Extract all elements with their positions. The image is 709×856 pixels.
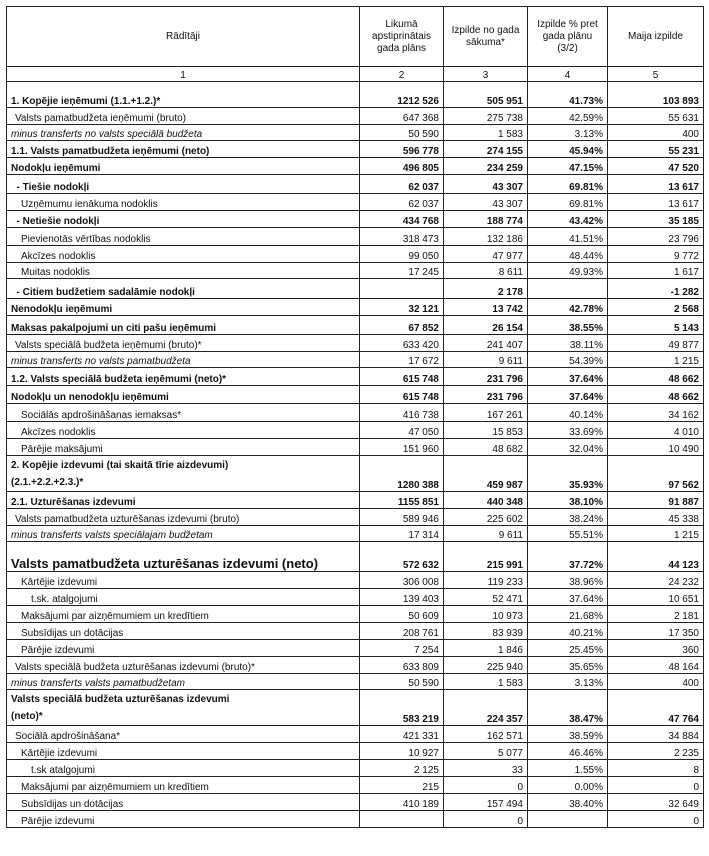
may-value: 1 617 bbox=[608, 263, 704, 279]
plan-value: 208 761 bbox=[360, 623, 444, 640]
pct-value: 55.51% bbox=[528, 526, 608, 542]
plan-value: 17 245 bbox=[360, 263, 444, 279]
row-label-text: Valsts pamatbudžeta uzturēšanas izdevumi (neto) bbox=[11, 556, 319, 571]
header-may: Maija izpilde bbox=[608, 7, 704, 67]
row-label-text: Maksas pakalpojumi un citi pašu ieņēmumi bbox=[11, 323, 217, 334]
table-row bbox=[7, 811, 704, 828]
may-value: 48 662 bbox=[608, 386, 704, 404]
ytd-value: 234 259 bbox=[444, 158, 528, 175]
column-number: 5 bbox=[608, 67, 704, 82]
ytd-value: 5 077 bbox=[444, 743, 528, 760]
table-row bbox=[7, 777, 704, 794]
pct-value: 3.13% bbox=[528, 125, 608, 141]
ytd-value: 275 738 bbox=[444, 108, 528, 125]
may-value: 23 796 bbox=[608, 228, 704, 246]
table-row bbox=[7, 439, 704, 456]
ytd-value: 167 261 bbox=[444, 404, 528, 422]
row-label bbox=[7, 422, 360, 439]
pct-value: 45.94% bbox=[528, 141, 608, 158]
row-label bbox=[7, 335, 360, 352]
may-value: 9 772 bbox=[608, 246, 704, 263]
pct-value: 33.69% bbox=[528, 422, 608, 439]
table-row bbox=[7, 572, 704, 589]
ytd-value: 26 154 bbox=[444, 316, 528, 335]
column-number: 1 bbox=[7, 67, 360, 82]
ytd-value: 1 846 bbox=[444, 640, 528, 657]
row-label-text: - Tiešie nodokļi bbox=[11, 182, 90, 193]
may-value: 360 bbox=[608, 640, 704, 657]
row-label-text: 2.1. Uzturēšanas izdevumi bbox=[11, 497, 136, 508]
row-label bbox=[7, 811, 360, 828]
row-label-text: minus transferts no valsts speciālā budžeta bbox=[11, 129, 203, 140]
row-label bbox=[7, 777, 360, 794]
table-row bbox=[7, 125, 704, 141]
row-label bbox=[7, 572, 360, 589]
row-label-line: Valsts speciālā budžeta uzturēšanas izdevumi bbox=[11, 694, 230, 705]
pct-value: 35.65% bbox=[528, 657, 608, 674]
table-row bbox=[7, 228, 704, 246]
may-value: 0 bbox=[608, 777, 704, 794]
may-value: 55 231 bbox=[608, 141, 704, 158]
row-label-text: Sociālā apdrošināšana* bbox=[15, 731, 121, 742]
may-value: 2 235 bbox=[608, 743, 704, 760]
plan-value: 434 768 bbox=[360, 211, 444, 228]
may-value: 400 bbox=[608, 674, 704, 690]
pct-value: 38.10% bbox=[528, 492, 608, 509]
plan-value: 2 125 bbox=[360, 760, 444, 777]
header-ytd: Izpilde no gada sākuma* bbox=[444, 7, 528, 67]
table-row bbox=[7, 158, 704, 175]
ytd-value: 119 233 bbox=[444, 572, 528, 589]
row-label-text: t.sk. atalgojumi bbox=[31, 594, 98, 605]
row-label-text: Maksājumi par aizņēmumiem un kredītiem bbox=[21, 611, 209, 622]
table-row bbox=[7, 526, 704, 542]
table-row bbox=[7, 760, 704, 777]
may-value: 34 162 bbox=[608, 404, 704, 422]
row-label-text: Pārējie izdevumi bbox=[21, 645, 95, 656]
ytd-value: 440 348 bbox=[444, 492, 528, 509]
row-label bbox=[7, 211, 360, 228]
pct-value: 48.44% bbox=[528, 246, 608, 263]
table-row bbox=[7, 386, 704, 404]
row-label-line: (2.1.+2.2.+2.3.)* bbox=[11, 477, 84, 488]
plan-value: 583 219 bbox=[360, 690, 444, 726]
plan-value: 572 632 bbox=[360, 542, 444, 572]
ytd-value: 225 602 bbox=[444, 509, 528, 526]
plan-value: 1155 851 bbox=[360, 492, 444, 509]
pct-value: 40.21% bbox=[528, 623, 608, 640]
ytd-value: 9 611 bbox=[444, 526, 528, 542]
may-value: 2 181 bbox=[608, 606, 704, 623]
pct-value bbox=[528, 811, 608, 828]
may-value: 49 877 bbox=[608, 335, 704, 352]
pct-value: 37.64% bbox=[528, 589, 608, 606]
row-label bbox=[7, 542, 360, 572]
plan-value: 17 672 bbox=[360, 352, 444, 368]
plan-value: 416 738 bbox=[360, 404, 444, 422]
pct-value: 42.59% bbox=[528, 108, 608, 125]
table-row bbox=[7, 279, 704, 299]
may-value: 10 490 bbox=[608, 439, 704, 456]
may-value: 13 617 bbox=[608, 194, 704, 211]
plan-value: 17 314 bbox=[360, 526, 444, 542]
row-label bbox=[7, 316, 360, 335]
row-label bbox=[7, 279, 360, 299]
plan-value bbox=[360, 279, 444, 299]
may-value: 1 215 bbox=[608, 526, 704, 542]
ytd-value: 231 796 bbox=[444, 368, 528, 386]
pct-value: 40.14% bbox=[528, 404, 608, 422]
ytd-value: 48 682 bbox=[444, 439, 528, 456]
pct-value: 42.78% bbox=[528, 299, 608, 316]
header-indicator: Rādītāji bbox=[7, 7, 360, 67]
pct-value: 38.59% bbox=[528, 726, 608, 743]
pct-value: 37.64% bbox=[528, 386, 608, 404]
table-row bbox=[7, 657, 704, 674]
row-label bbox=[7, 228, 360, 246]
pct-value: 41.73% bbox=[528, 82, 608, 108]
plan-value: 633 420 bbox=[360, 335, 444, 352]
row-label-text: Nenodokļu ieņēmumi bbox=[11, 304, 113, 315]
plan-value: 50 590 bbox=[360, 674, 444, 690]
may-value: 400 bbox=[608, 125, 704, 141]
may-value: 48 662 bbox=[608, 368, 704, 386]
row-label bbox=[7, 141, 360, 158]
row-label-text: Valsts pamatbudžeta uzturēšanas izdevumi (bruto) bbox=[15, 514, 240, 525]
may-value: 2 568 bbox=[608, 299, 704, 316]
row-label-text: Muitas nodoklis bbox=[21, 267, 90, 278]
row-label bbox=[7, 526, 360, 542]
may-value: 10 651 bbox=[608, 589, 704, 606]
row-label bbox=[7, 589, 360, 606]
plan-value: 215 bbox=[360, 777, 444, 794]
may-value: 0 bbox=[608, 811, 704, 828]
table-row bbox=[7, 422, 704, 439]
budget-table bbox=[6, 6, 704, 828]
row-label-text: Valsts speciālā budžeta ieņēmumi (bruto)* bbox=[15, 340, 202, 351]
plan-value: 32 121 bbox=[360, 299, 444, 316]
pct-value: 38.24% bbox=[528, 509, 608, 526]
ytd-value: 0 bbox=[444, 777, 528, 794]
table-row bbox=[7, 352, 704, 368]
ytd-value: 9 611 bbox=[444, 352, 528, 368]
row-label bbox=[7, 352, 360, 368]
may-value: 8 bbox=[608, 760, 704, 777]
plan-value: 1280 388 bbox=[360, 456, 444, 492]
plan-value: 306 008 bbox=[360, 572, 444, 589]
table-row bbox=[7, 690, 704, 726]
plan-value: 67 852 bbox=[360, 316, 444, 335]
row-label-text: - Netiešie nodokļi bbox=[11, 216, 100, 227]
ytd-value: 157 494 bbox=[444, 794, 528, 811]
row-label bbox=[7, 108, 360, 125]
plan-value: 647 368 bbox=[360, 108, 444, 125]
ytd-value: 0 bbox=[444, 811, 528, 828]
may-value: 24 232 bbox=[608, 572, 704, 589]
ytd-value: 2 178 bbox=[444, 279, 528, 299]
may-value: 17 350 bbox=[608, 623, 704, 640]
plan-value bbox=[360, 811, 444, 828]
ytd-value: 215 991 bbox=[444, 542, 528, 572]
row-label bbox=[7, 263, 360, 279]
pct-value: 35.93% bbox=[528, 456, 608, 492]
column-number-row bbox=[7, 67, 704, 82]
row-label-text: Pārējie maksājumi bbox=[21, 444, 103, 455]
ytd-value: 43 307 bbox=[444, 175, 528, 194]
row-label-text: Akcīzes nodoklis bbox=[21, 427, 96, 438]
row-label bbox=[7, 760, 360, 777]
ytd-value: 274 155 bbox=[444, 141, 528, 158]
plan-value: 7 254 bbox=[360, 640, 444, 657]
table-row bbox=[7, 82, 704, 108]
row-label-text: minus transferts valsts speciālajam budžetam bbox=[11, 530, 213, 541]
pct-value: 1.55% bbox=[528, 760, 608, 777]
ytd-value: 162 571 bbox=[444, 726, 528, 743]
column-number: 4 bbox=[528, 67, 608, 82]
table-row bbox=[7, 674, 704, 690]
row-label-text: Nodokļu ieņēmumi bbox=[11, 163, 101, 174]
plan-value: 596 778 bbox=[360, 141, 444, 158]
row-label bbox=[7, 175, 360, 194]
row-label-text: - Citiem budžetiem sadalāmie nodokļi bbox=[11, 287, 195, 298]
plan-value: 50 609 bbox=[360, 606, 444, 623]
table-row bbox=[7, 368, 704, 386]
row-label-text: t.sk atalgojumi bbox=[31, 765, 95, 776]
plan-value: 139 403 bbox=[360, 589, 444, 606]
row-label-text: Subsīdijas un dotācijas bbox=[21, 799, 124, 810]
row-label bbox=[7, 726, 360, 743]
table-row bbox=[7, 299, 704, 316]
row-label bbox=[7, 657, 360, 674]
row-label-text: Subsīdijas un dotācijas bbox=[21, 628, 124, 639]
ytd-value: 83 939 bbox=[444, 623, 528, 640]
row-label bbox=[7, 125, 360, 141]
row-label-text: 1.2. Valsts speciālā budžeta ieņēmumi (neto)* bbox=[11, 374, 227, 385]
table-row bbox=[7, 335, 704, 352]
row-label bbox=[7, 246, 360, 263]
ytd-value: 10 973 bbox=[444, 606, 528, 623]
pct-value: 37.72% bbox=[528, 542, 608, 572]
pct-value: 3.13% bbox=[528, 674, 608, 690]
ytd-value: 8 611 bbox=[444, 263, 528, 279]
table-row bbox=[7, 492, 704, 509]
table-row bbox=[7, 404, 704, 422]
ytd-value: 1 583 bbox=[444, 674, 528, 690]
row-label-text: Maksājumi par aizņēmumiem un kredītiem bbox=[21, 782, 209, 793]
row-label-text: Akcīzes nodoklis bbox=[21, 251, 96, 262]
row-label-text: minus transferts no valsts pamatbudžeta bbox=[11, 356, 191, 367]
ytd-value: 15 853 bbox=[444, 422, 528, 439]
ytd-value: 132 186 bbox=[444, 228, 528, 246]
ytd-value: 13 742 bbox=[444, 299, 528, 316]
pct-value: 38.55% bbox=[528, 316, 608, 335]
may-value: 91 887 bbox=[608, 492, 704, 509]
may-value: 47 764 bbox=[608, 690, 704, 726]
row-label bbox=[7, 299, 360, 316]
table-body bbox=[7, 82, 704, 828]
row-label-text: Sociālās apdrošināšanas iemaksas* bbox=[21, 410, 182, 421]
row-label bbox=[7, 386, 360, 404]
row-label bbox=[7, 794, 360, 811]
table-row bbox=[7, 623, 704, 640]
header-plan: Likumā apstiprinātais gada plāns bbox=[360, 7, 444, 67]
table-row bbox=[7, 211, 704, 228]
may-value: 97 562 bbox=[608, 456, 704, 492]
row-label bbox=[7, 82, 360, 108]
ytd-value: 459 987 bbox=[444, 456, 528, 492]
plan-value: 62 037 bbox=[360, 175, 444, 194]
row-label-line: 2. Kopējie izdevumi (tai skaitā tīrie aizdevumi) bbox=[11, 460, 229, 471]
row-label-text: Pievienotās vērtības nodoklis bbox=[21, 234, 151, 245]
row-label bbox=[7, 743, 360, 760]
row-label bbox=[7, 606, 360, 623]
table-row bbox=[7, 743, 704, 760]
may-value: 34 884 bbox=[608, 726, 704, 743]
row-label-text: minus transferts valsts pamatbudžetam bbox=[11, 678, 185, 689]
plan-value: 10 927 bbox=[360, 743, 444, 760]
may-value: 48 164 bbox=[608, 657, 704, 674]
plan-value: 62 037 bbox=[360, 194, 444, 211]
plan-value: 99 050 bbox=[360, 246, 444, 263]
pct-value bbox=[528, 279, 608, 299]
header-row bbox=[7, 7, 704, 67]
plan-value: 633 809 bbox=[360, 657, 444, 674]
row-label bbox=[7, 640, 360, 657]
pct-value: 41.51% bbox=[528, 228, 608, 246]
plan-value: 496 805 bbox=[360, 158, 444, 175]
pct-value: 32.04% bbox=[528, 439, 608, 456]
ytd-value: 188 774 bbox=[444, 211, 528, 228]
row-label-text: Nodokļu un nenodokļu ieņēmumi bbox=[11, 392, 169, 403]
column-number: 2 bbox=[360, 67, 444, 82]
plan-value: 421 331 bbox=[360, 726, 444, 743]
row-label bbox=[7, 456, 360, 492]
table-row bbox=[7, 246, 704, 263]
plan-value: 615 748 bbox=[360, 368, 444, 386]
may-value: 13 617 bbox=[608, 175, 704, 194]
pct-value: 49.93% bbox=[528, 263, 608, 279]
pct-value: 21.68% bbox=[528, 606, 608, 623]
pct-value: 69.81% bbox=[528, 194, 608, 211]
table-row bbox=[7, 606, 704, 623]
table-row bbox=[7, 542, 704, 572]
ytd-value: 43 307 bbox=[444, 194, 528, 211]
row-label bbox=[7, 623, 360, 640]
may-value: 32 649 bbox=[608, 794, 704, 811]
column-number: 3 bbox=[444, 67, 528, 82]
pct-value: 47.15% bbox=[528, 158, 608, 175]
pct-value: 38.40% bbox=[528, 794, 608, 811]
table-row bbox=[7, 640, 704, 657]
pct-value: 54.39% bbox=[528, 352, 608, 368]
table-row bbox=[7, 726, 704, 743]
row-label bbox=[7, 674, 360, 690]
table-row bbox=[7, 108, 704, 125]
may-value: 35 185 bbox=[608, 211, 704, 228]
row-label-text: Kārtējie izdevumi bbox=[21, 577, 98, 588]
pct-value: 0.00% bbox=[528, 777, 608, 794]
may-value: 1 215 bbox=[608, 352, 704, 368]
pct-value: 38.11% bbox=[528, 335, 608, 352]
table-row bbox=[7, 141, 704, 158]
row-label-text: Valsts speciālā budžeta uzturēšanas izdevumi (bruto)* bbox=[15, 662, 255, 673]
table-row bbox=[7, 509, 704, 526]
row-label bbox=[7, 439, 360, 456]
ytd-value: 225 940 bbox=[444, 657, 528, 674]
may-value: 5 143 bbox=[608, 316, 704, 335]
may-value: 44 123 bbox=[608, 542, 704, 572]
ytd-value: 231 796 bbox=[444, 386, 528, 404]
table-row bbox=[7, 794, 704, 811]
table-row bbox=[7, 589, 704, 606]
pct-value: 38.96% bbox=[528, 572, 608, 589]
row-label bbox=[7, 368, 360, 386]
plan-value: 318 473 bbox=[360, 228, 444, 246]
table-row bbox=[7, 316, 704, 335]
may-value: 103 893 bbox=[608, 82, 704, 108]
plan-value: 410 189 bbox=[360, 794, 444, 811]
may-value: -1 282 bbox=[608, 279, 704, 299]
may-value: 45 338 bbox=[608, 509, 704, 526]
may-value: 47 520 bbox=[608, 158, 704, 175]
pct-value: 43.42% bbox=[528, 211, 608, 228]
ytd-value: 241 407 bbox=[444, 335, 528, 352]
ytd-value: 224 357 bbox=[444, 690, 528, 726]
pct-value: 37.64% bbox=[528, 368, 608, 386]
ytd-value: 505 951 bbox=[444, 82, 528, 108]
pct-value: 69.81% bbox=[528, 175, 608, 194]
ytd-value: 1 583 bbox=[444, 125, 528, 141]
table-row bbox=[7, 263, 704, 279]
plan-value: 1212 526 bbox=[360, 82, 444, 108]
pct-value: 25.45% bbox=[528, 640, 608, 657]
header-pct: Izpilde % pret gada plānu (3/2) bbox=[528, 7, 608, 67]
row-label-text: Pārējie izdevumi bbox=[21, 816, 95, 827]
row-label bbox=[7, 158, 360, 175]
may-value: 55 631 bbox=[608, 108, 704, 125]
ytd-value: 47 977 bbox=[444, 246, 528, 263]
table-row bbox=[7, 194, 704, 211]
row-label-text: 1.1. Valsts pamatbudžeta ieņēmumi (neto) bbox=[11, 146, 210, 157]
pct-value: 46.46% bbox=[528, 743, 608, 760]
table-row bbox=[7, 175, 704, 194]
pct-value: 38.47% bbox=[528, 690, 608, 726]
row-label-text: Kārtējie izdevumi bbox=[21, 748, 98, 759]
ytd-value: 52 471 bbox=[444, 589, 528, 606]
row-label-text: Valsts pamatbudžeta ieņēmumi (bruto) bbox=[15, 113, 187, 124]
plan-value: 47 050 bbox=[360, 422, 444, 439]
row-label-line: (neto)* bbox=[11, 711, 43, 722]
may-value: 4 010 bbox=[608, 422, 704, 439]
row-label bbox=[7, 404, 360, 422]
plan-value: 151 960 bbox=[360, 439, 444, 456]
row-label-text: 1. Kopējie ieņēmumi (1.1.+1.2.)* bbox=[11, 96, 161, 107]
plan-value: 589 946 bbox=[360, 509, 444, 526]
row-label bbox=[7, 492, 360, 509]
row-label bbox=[7, 194, 360, 211]
plan-value: 615 748 bbox=[360, 386, 444, 404]
row-label bbox=[7, 690, 360, 726]
plan-value: 50 590 bbox=[360, 125, 444, 141]
table-row bbox=[7, 456, 704, 492]
row-label bbox=[7, 509, 360, 526]
ytd-value: 33 bbox=[444, 760, 528, 777]
row-label-text: Uzņēmumu ienākuma nodoklis bbox=[21, 199, 158, 210]
